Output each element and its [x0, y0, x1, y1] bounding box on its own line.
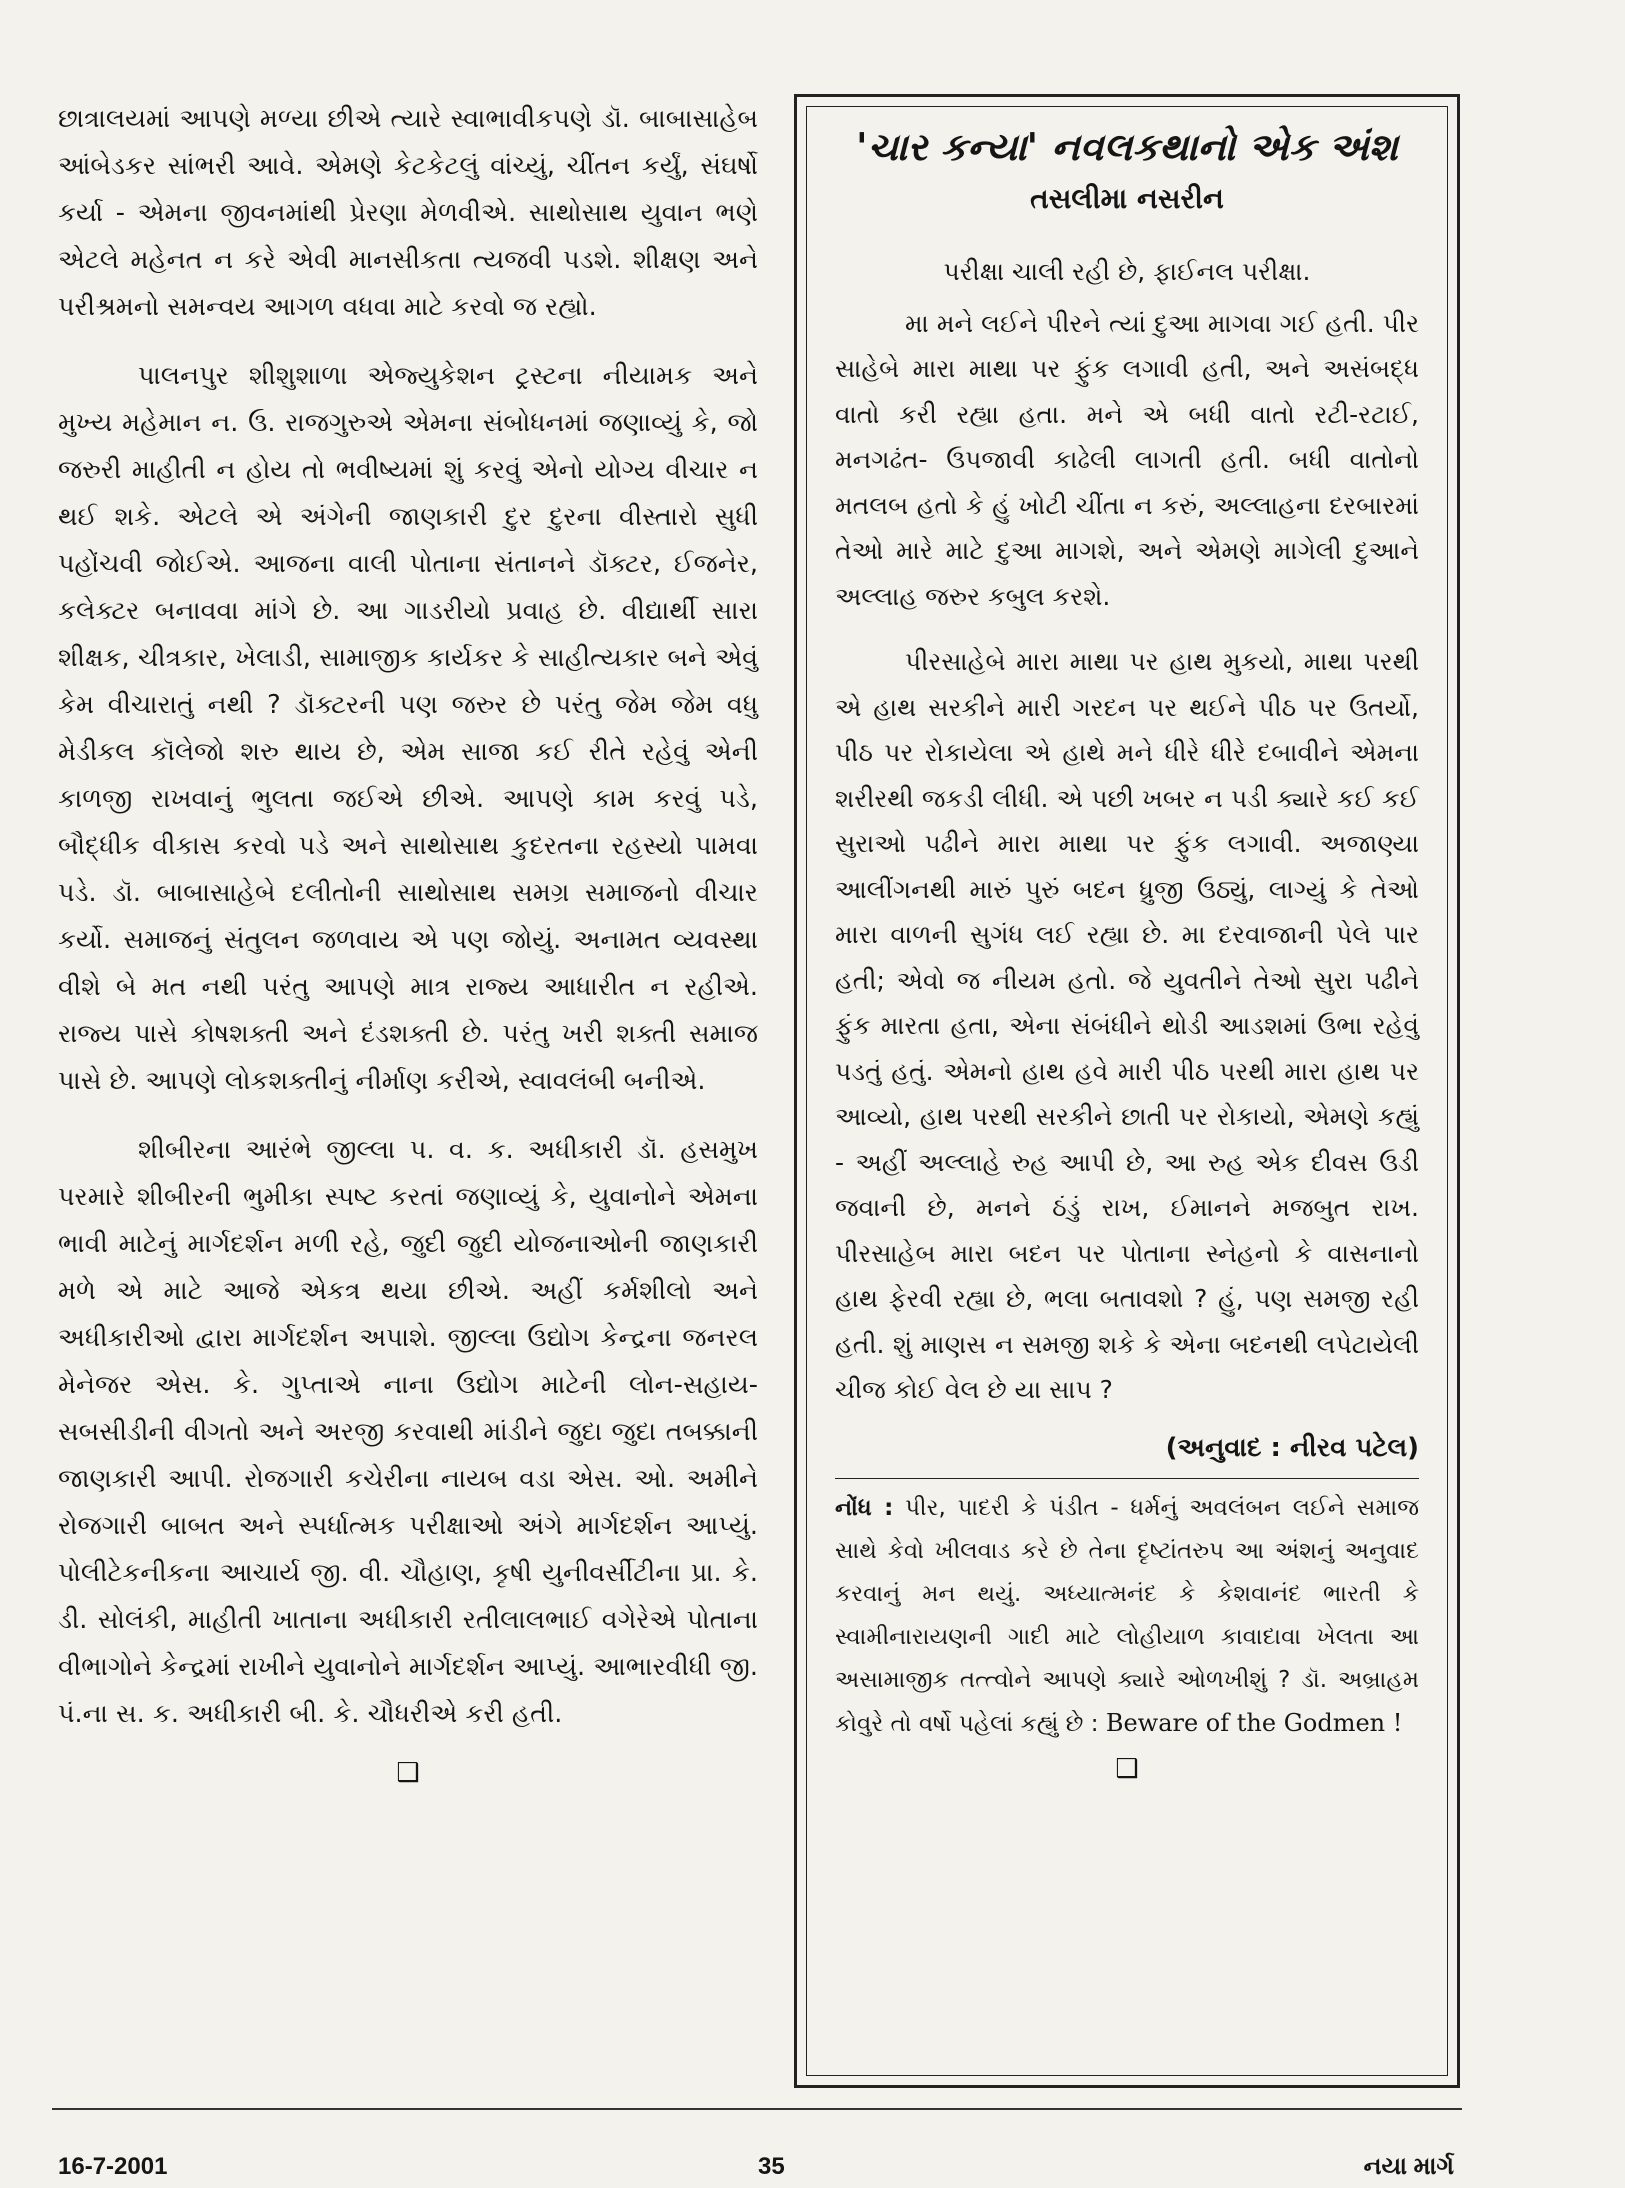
translator-credit: (અનુવાદ : નીરવ પટેલ): [1165, 1432, 1419, 1463]
editor-note: [835, 1478, 1419, 1746]
excerpt-lead-line: પરીક્ષા ચાલી રહી છે, ફાઈનલ પરીક્ષા.: [943, 257, 1311, 286]
note-text: પીર, પાદરી કે પંડીત - ધર્મનું અવલંબન લઈને સમાજ સાથે કેવો ખીલવાડ કરે છે તેના દૃષ્ટાંતરુપ આ અંશનું અનુવાદ કરવાનું મન થયું. અધ્યાત્મનંદ કે કેશવાનંદ ભારતી કે સ્વામીનારાયણની ગાદી માટે લોહીયાળ કાવાદાવા ખેલતા આ અસામાજીક તત્ત્વોને આપણે ક્યારે ઓળખીશું ? ડૉ. અબ્રાહમ કોવુરે તો વર્ષો પહેલાં કહ્યું છે :: [835, 1494, 1419, 1737]
excerpt-paragraph-1: મા મને લઈને પીરને ત્યાં દુઆ માગવા ગઈ હતી. પીર સાહેબે મારા માથા પર ફુંક લગાવી હતી, અને અસંબદ્ધ વાતો કરી રહ્યા હતા. મને એ બધી વાતો રટી-રટાઈ, મનગઢંત- ઉપજાવી કાઢેલી લાગતી હતી. બધી વાતોનો મતલબ હતો કે હું ખોટી ચીંતા ન કરું, અલ્લાહના દરબારમાં તેઓ મારે માટે દુઆ માગશે, અને એમણે માગેલી દુઆને અલ્લાહ જરુર કબુલ કરશે.: [835, 308, 1419, 611]
excerpt-author: તસલીમા નસરીન: [1030, 182, 1224, 215]
excerpt-body: [835, 249, 1419, 1413]
magazine-name: નયા માર્ગ: [1363, 2153, 1454, 2180]
note-label: નોંધ :: [835, 1494, 894, 1521]
footer-divider: [52, 2108, 1462, 2110]
excerpt-paragraph-2: પીરસાહેબે મારા માથા પર હાથ મુકયો, માથા પરથી એ હાથ સરકીને મારી ગરદન પર થઈને પીઠ પર ઉતર્યો, પીઠ પર રોકાયેલા એ હાથે મને ધીરે ધીરે દબાવીને એમના શરીરથી જકડી લીધી. એ પછી ખબર ન પડી ક્યારે કઈ કઈ સુરાઓ પઢીને મારા માથા પર ફુંક લગાવી. અજાણ્યા આલીંગનથી મારું પુરું બદન ધ્રુજી ઉઠ્યું, લાગ્યું કે તેઓ મારા વાળની સુગંધ લઈ રહ્યા છે. મા દરવાજાની પેલે પાર હતી; એવો જ નીયમ હતો. જે યુવતીને તેઓ સુરા પઢીને ફુંક મારતા હતા, એના સંબંધીને થોડી આડશમાં ઉભા રહેવું પડતું હતું. એમનો હાથ હવે મારી પીઠ પરથી મારા હાથ પર આવ્યો, હાથ પરથી સરકીને છાતી પર રોકાયો, એમણે કહ્યું - અહીં અલ્લાહે રુહ આપી છે, આ રુહ એક દીવસ ઉડી જવાની છે, મનને ઠંડું રાખ, ઈમાનને મજબુત રાખ. પીરસાહેબ મારા બદન પર પોતાના સ્નેહનો કે વાસનાનો હાથ ફેરવી રહ્યા છે, ભલા બતાવશો ? હું, પણ સમજી રહી હતી. શું માણસ ન સમજી શકે કે એના બદનથી લપેટાયેલી ચીજ કોઈ વેલ છે યા સાપ ?: [835, 647, 1419, 1404]
page-number: 35: [758, 2153, 785, 2180]
left-paragraph-1: છાત્રાલયમાં આપણે મળ્યા છીએ ત્યારે સ્વાભાવીકપણે ડૉ. બાબાસાહેબ આંબેડકર સાંભરી આવે. એમણે કેટકેટલું વાંચ્યું, ચીંતન કર્યું, સંઘર્ષો કર્યા - એમના જીવનમાંથી પ્રેરણા મેળવીએ. સાથોસાથ યુવાન ભણે એટલે મહેનત ન કરે એવી માનસીકતા ત્યજવી પડશે. શીક્ષણ અને પરીશ્રમનો સમન્વય આગળ વધવા માટે કરવો જ રહ્યો.: [58, 104, 758, 322]
end-mark-icon: ❑: [1115, 1753, 1139, 1784]
page-footer: [58, 2153, 1458, 2187]
left-paragraph-2: પાલનપુર શીશુશાળા એજ્યુકેશન ટ્રસ્ટના નીયામક અને મુખ્ય મહેમાન ન. ઉ. રાજગુરુએ એમના સંબોધનમાં જણાવ્યું કે, જો જરુરી માહીતી ન હોય તો ભવીષ્યમાં શું કરવું એનો યોગ્ય વીચાર ન થઈ શકે. એટલે એ અંગેની જાણકારી દુર દુરના વીસ્તારો સુધી પહોંચવી જોઈએ. આજના વાલી પોતાના સંતાનને ડૉક્ટર, ઈજનેર, કલેક્ટર બનાવવા માંગે છે. આ ગાડરીયો પ્રવાહ છે. વીદ્યાર્થી સારા શીક્ષક, ચીત્રકાર, ખેલાડી, સામાજીક કાર્યકર કે સાહીત્યકાર બને એવું કેમ વીચારાતું નથી ? ડૉક્ટરની પણ જરુર છે પરંતુ જેમ જેમ વધુ મેડીકલ કૉલેજો શરુ થાય છે, એમ સાજા કઈ રીતે રહેવું એની કાળજી રાખવાનું ભુલતા જઈએ છીએ. આપણે કામ કરવું પડે, બૌદ્ધીક વીકાસ કરવો પડે અને સાથોસાથ કુદરતના રહસ્યો પામવા પડે. ડૉ. બાબાસાહેબે દલીતોની સાથોસાથ સમગ્ર સમાજનો વીચાર કર્યો. સમાજનું સંતુલન જળવાય એ પણ જોયું. અનામત વ્યવસ્થા વીશે બે મત નથી પરંતુ આપણે માત્ર રાજ્ય આધારીત ન રહીએ. રાજ્ય પાસે કોષશક્તી અને દંડશક્તી છે. પરંતુ ખરી શક્તી સમાજ પાસે છે. આપણે લોકશક્તીનું નીર્માણ કરીએ, સ્વાવલંબી બનીએ.: [58, 361, 758, 1096]
note-english-quote: Beware of the Godmen !: [1105, 1708, 1403, 1737]
left-article-column: [58, 96, 758, 1797]
end-mark-icon: ❑: [396, 1758, 420, 1788]
boxed-excerpt: [806, 106, 1448, 2076]
excerpt-title: 'ચાર કન્યા' નવલકથાનો એક અંશ: [856, 124, 1398, 169]
issue-date: 16-7-2001: [58, 2153, 168, 2180]
left-paragraph-3: શીબીરના આરંભે જીલ્લા પ. વ. ક. અધીકારી ડૉ. હસમુખ પરમારે શીબીરની ભુમીકા સ્પષ્ટ કરતાં જણાવ્યું કે, યુવાનોને એમના ભાવી માટેનું માર્ગદર્શન મળી રહે, જુદી જુદી યોજનાઓની જાણકારી મળે એ માટે આજે એકત્ર થયા છીએ. અહીં કર્મશીલો અને અધીકારીઓ દ્વારા માર્ગદર્શન અપાશે. જીલ્લા ઉદ્યોગ કેન્દ્રના જનરલ મેનેજર એસ. કે. ગુપ્તાએ નાના ઉદ્યોગ માટેની લોન-સહાય-સબસીડીની વીગતો અને અરજી કરવાથી માંડીને જુદા જુદા તબક્કાની જાણકારી આપી. રોજગારી કચેરીના નાયબ વડા એસ. ઓ. અમીને રોજગારી બાબત અને સ્પર્ધાત્મક પરીક્ષાઓ અંગે માર્ગદર્શન આપ્યું. પોલીટેકનીકના આચાર્ય જી. વી. ચૌહાણ, કૃષી યુનીવર્સીટીના પ્રા. કે. ડી. સોલંકી, માહીતી ખાતાના અધીકારી રતીલાલભાઈ વગેરેએ પોતાના વીભાગોને કેન્દ્રમાં રાખીને યુવાનોને માર્ગદર્શન આપ્યું. આભારવીધી જી. પં.ના સ. ક. અધીકારી બી. કે. ચૌધરીએ કરી હતી.: [58, 1135, 758, 1729]
